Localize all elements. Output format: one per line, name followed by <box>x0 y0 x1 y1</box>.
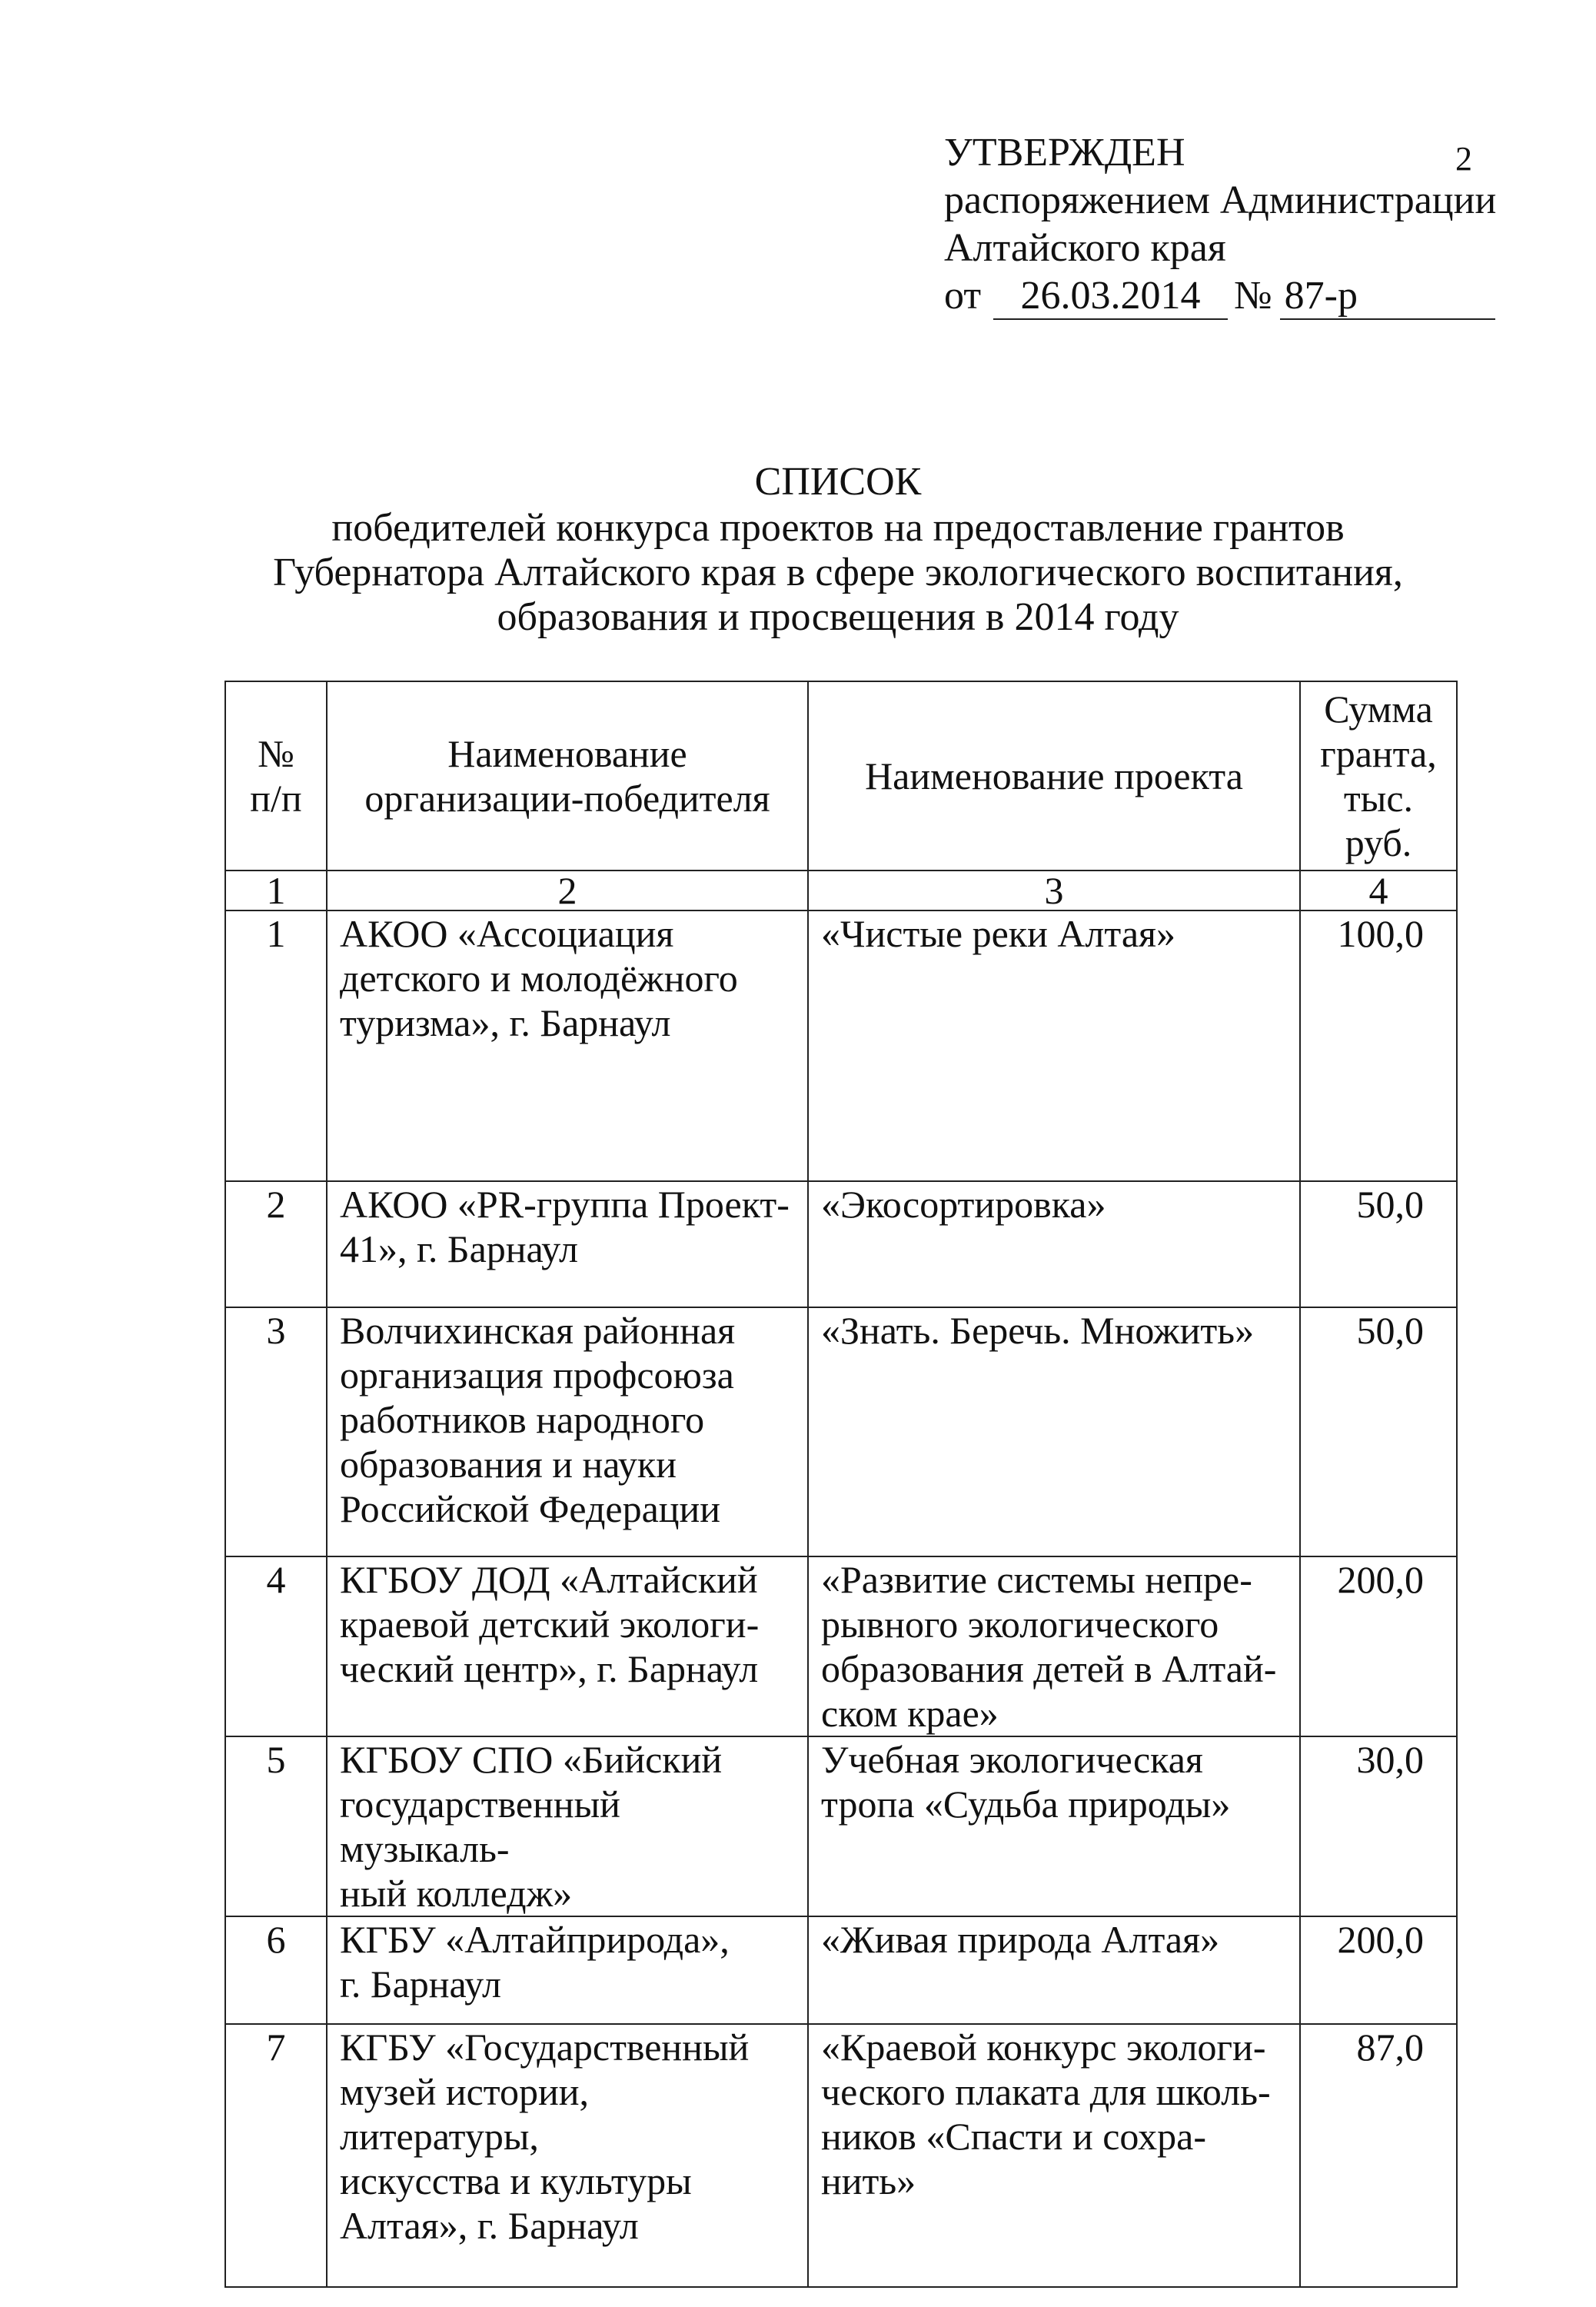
project-line: «Экосортировка» <box>821 1183 1106 1226</box>
organization-line: КГБОУ ДОД «Алтайский <box>340 1558 758 1601</box>
organization-cell <box>327 910 808 1181</box>
row-number: 3 <box>225 1307 327 1556</box>
organization-cell <box>327 1307 808 1556</box>
organization-line: Российской Федерации <box>340 1487 721 1530</box>
organization-cell <box>327 1736 808 1916</box>
table-row <box>225 1736 1457 1916</box>
amount-cell: 30,0 <box>1300 1736 1457 1916</box>
winners-table <box>224 681 1458 2288</box>
table-row <box>225 2024 1457 2287</box>
column-number-row <box>225 871 1457 910</box>
header-organization-line: организации-победителя <box>364 777 770 820</box>
row-number: 2 <box>225 1181 327 1307</box>
approval-stamp <box>944 129 1513 320</box>
table-row <box>225 910 1457 1181</box>
project-line: «Развитие системы непре- <box>821 1558 1252 1601</box>
title-line: победителей конкурса проектов на предоставление грантов <box>331 506 1345 550</box>
amount-cell: 200,0 <box>1300 1556 1457 1736</box>
column-number: 1 <box>225 871 327 910</box>
title-heading: СПИСОК <box>754 460 922 504</box>
project-line: образования детей в Алтай- <box>821 1647 1277 1690</box>
organization-line: ческий центр», г. Барнаул <box>340 1647 759 1690</box>
project-line: тропа «Судьба природы» <box>821 1783 1231 1826</box>
amount-cell: 87,0 <box>1300 2024 1457 2287</box>
project-cell <box>808 1736 1300 1916</box>
title-line: образования и просвещения в 2014 году <box>497 595 1179 639</box>
approval-number: 87-р <box>1280 274 1495 320</box>
row-number: 5 <box>225 1736 327 1916</box>
project-line: рывного экологического <box>821 1603 1219 1646</box>
table-header-row <box>225 681 1457 871</box>
approval-date-line <box>944 272 1513 320</box>
project-line: «Живая природа Алтая» <box>821 1918 1220 1961</box>
project-cell <box>808 2024 1300 2287</box>
organization-cell <box>327 1181 808 1307</box>
organization-line: государственный музыкаль- <box>340 1783 620 1870</box>
organization-line: краевой детский экологи- <box>340 1603 760 1646</box>
organization-line: музей истории, литературы, <box>340 2070 589 2158</box>
table-row <box>225 1556 1457 1736</box>
title-line: Губернатора Алтайского края в сфере экологического воспитания, <box>273 551 1403 594</box>
header-number-line: № <box>258 732 294 775</box>
organization-line: г. Барнаул <box>340 1962 501 2006</box>
row-number: 1 <box>225 910 327 1181</box>
approval-heading: УТВЕРЖДЕН <box>944 131 1185 175</box>
header-number <box>225 681 327 871</box>
column-number: 2 <box>327 871 808 910</box>
project-line: ческого плаката для школь- <box>821 2070 1271 2113</box>
column-number: 3 <box>808 871 1300 910</box>
organization-line: организация профсоюза <box>340 1353 734 1397</box>
header-amount-line: руб. <box>1345 821 1412 864</box>
project-line: ников «Спасти и сохра- <box>821 2115 1207 2158</box>
amount-cell: 50,0 <box>1300 1181 1457 1307</box>
header-amount-line: тыс. <box>1343 777 1414 820</box>
project-cell <box>808 1181 1300 1307</box>
organization-line: искусства и культуры <box>340 2159 692 2202</box>
header-number-line: п/п <box>250 777 302 820</box>
header-project: Наименование проекта <box>808 681 1300 871</box>
organization-line: КГБУ «Государственный <box>340 2026 750 2069</box>
project-cell <box>808 1556 1300 1736</box>
organization-line: Волчихинская районная <box>340 1309 736 1352</box>
organization-line: Алтая», г. Барнаул <box>340 2204 639 2247</box>
organization-cell <box>327 1556 808 1736</box>
header-organization-line: Наименование <box>447 732 687 775</box>
organization-cell <box>327 2024 808 2287</box>
header-amount <box>1300 681 1457 871</box>
project-line: «Чистые реки Алтая» <box>821 912 1176 955</box>
approval-date: 26.03.2014 <box>993 274 1228 320</box>
approval-region-line: Алтайского края <box>944 226 1226 270</box>
project-line: «Знать. Беречь. Множить» <box>821 1309 1255 1352</box>
amount-cell: 100,0 <box>1300 910 1457 1181</box>
organization-cell <box>327 1916 808 2024</box>
header-amount-line: Сумма <box>1324 687 1433 731</box>
organization-line: детского и молодёжного <box>340 957 738 1000</box>
organization-line: АКОО «Ассоциация <box>340 912 674 955</box>
organization-line: АКОО «PR-группа Проект- <box>340 1183 790 1226</box>
column-number: 4 <box>1300 871 1457 910</box>
date-prefix: от <box>944 274 982 318</box>
organization-line: образования и науки <box>340 1443 677 1486</box>
project-cell <box>808 1307 1300 1556</box>
project-cell <box>808 1916 1300 2024</box>
project-line: Учебная экологическая <box>821 1738 1203 1781</box>
project-line: «Краевой конкурс экологи- <box>821 2026 1266 2069</box>
number-prefix: № <box>1234 274 1272 318</box>
table-row <box>225 1307 1457 1556</box>
organization-line: ный колледж» <box>340 1872 573 1915</box>
organization-line: КГБОУ СПО «Бийский <box>340 1738 723 1781</box>
row-number: 7 <box>225 2024 327 2287</box>
project-line: ском крае» <box>821 1692 999 1735</box>
approval-issuer-line: распоряжением Администрации <box>944 178 1497 222</box>
organization-line: работников народного <box>340 1398 705 1441</box>
header-organization <box>327 681 808 871</box>
row-number: 4 <box>225 1556 327 1736</box>
project-line: нить» <box>821 2159 916 2202</box>
table-row <box>225 1181 1457 1307</box>
amount-cell: 200,0 <box>1300 1916 1457 2024</box>
project-cell <box>808 910 1300 1181</box>
organization-line: КГБУ «Алтайприрода», <box>340 1918 730 1961</box>
row-number: 6 <box>225 1916 327 2024</box>
header-amount-line: гранта, <box>1320 732 1437 775</box>
organization-line: 41», г. Барнаул <box>340 1227 578 1270</box>
table-row <box>225 1916 1457 2024</box>
page-number: 2 <box>1455 140 1472 178</box>
amount-cell: 50,0 <box>1300 1307 1457 1556</box>
organization-line: туризма», г. Барнаул <box>340 1001 671 1044</box>
document-title <box>231 460 1445 640</box>
